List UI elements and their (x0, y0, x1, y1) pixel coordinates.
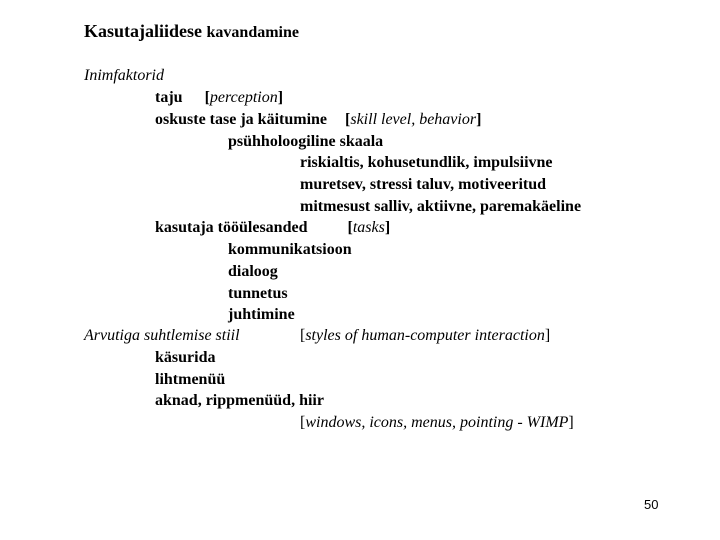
item-tasks (155, 218, 390, 238)
trait-line: riskialtis, kohusetundlik, impulsiivne (300, 154, 553, 171)
wimp-bracket-open: [ (300, 414, 306, 431)
skills-bracket-close: ] (476, 111, 482, 128)
style-item: lihtmenüü (155, 371, 226, 388)
tasks-term: tasks (352, 219, 385, 236)
title-rest: kavandamine (206, 24, 299, 41)
section-heading-human-factors: Inimfaktorid (84, 67, 164, 84)
page-number: 50 (644, 497, 659, 512)
styles-bracket-close: ] (544, 327, 551, 344)
trait-line: mitmesust salliv, aktiivne, paremakäeline (300, 198, 582, 215)
style-item: käsurida (155, 349, 216, 366)
wimp-bracket-close: ] (568, 414, 574, 431)
wimp-term-text: windows, icons, menus, pointing - WIMP (305, 414, 569, 431)
item-skills (155, 110, 481, 130)
task-item: kommunikatsioon (228, 241, 352, 258)
style-item: aknad, rippmenüüd, hiir (155, 392, 324, 409)
item-psych-scale: psühholoogiline skaala (228, 133, 384, 150)
skills-bracket-open: [ (345, 111, 351, 128)
styles-term: styles of human-computer interaction (305, 327, 545, 344)
perception-term: perception (209, 89, 278, 106)
item-perception (155, 88, 283, 108)
section-heading-interaction-styles: Arvutiga suhtlemise stiil (84, 327, 240, 344)
task-item: juhtimine (228, 306, 295, 323)
trait-line: muretsev, stressi taluv, motiveeritud (300, 176, 547, 193)
perception-bracket-open: [ (204, 89, 210, 106)
wimp-term (300, 413, 574, 433)
skills-term: skill level, behavior (350, 111, 477, 128)
task-item: dialoog (228, 263, 278, 280)
tasks-label: kasutaja tööülesanded (155, 219, 308, 236)
tasks-bracket-close: ] (384, 219, 391, 236)
title-main: Kasutajaliidese (84, 21, 203, 41)
tasks-bracket-open: [ (347, 219, 353, 236)
perception-bracket-close: ] (277, 89, 284, 106)
task-item: tunnetus (228, 285, 288, 302)
slide-title (84, 21, 299, 43)
perception-label: taju (155, 89, 183, 106)
styles-bracket-open: [ (300, 327, 306, 344)
interaction-styles-term (300, 326, 550, 346)
skills-label: oskuste tase ja käitumine (155, 111, 328, 128)
